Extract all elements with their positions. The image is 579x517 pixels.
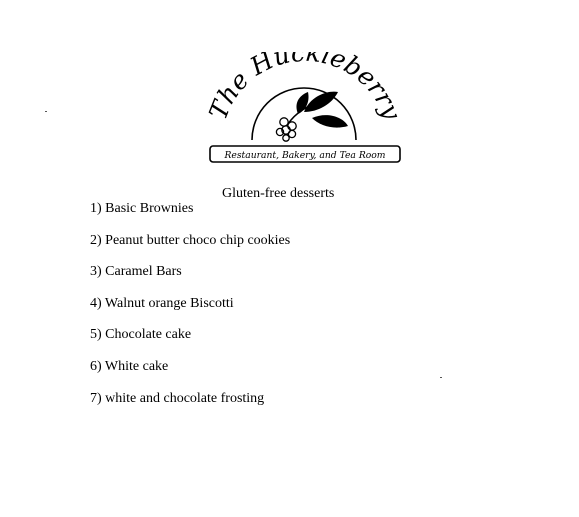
list-item: 6) White cake <box>90 358 169 374</box>
scan-speck <box>45 111 47 112</box>
logo-tagline: Restaurant, Bakery, and Tea Room <box>224 150 386 161</box>
list-item: 2) Peanut butter choco chip cookies <box>90 232 291 248</box>
dessert-list <box>90 200 290 421</box>
scan-speck <box>440 377 442 378</box>
list-item: 1) Basic Brownies <box>90 201 194 216</box>
logo-name-arc: The Huckleberry <box>203 52 407 124</box>
list-item: 7) white and chocolate frosting <box>90 390 265 406</box>
logo-graphic <box>200 52 410 170</box>
list-item: 4) Walnut orange Biscotti <box>90 295 234 311</box>
huckleberry-logo <box>200 52 410 170</box>
page-heading: Gluten-free desserts <box>222 186 335 201</box>
list-item: 3) Caramel Bars <box>90 264 182 280</box>
list-item: 5) Chocolate cake <box>90 327 192 343</box>
